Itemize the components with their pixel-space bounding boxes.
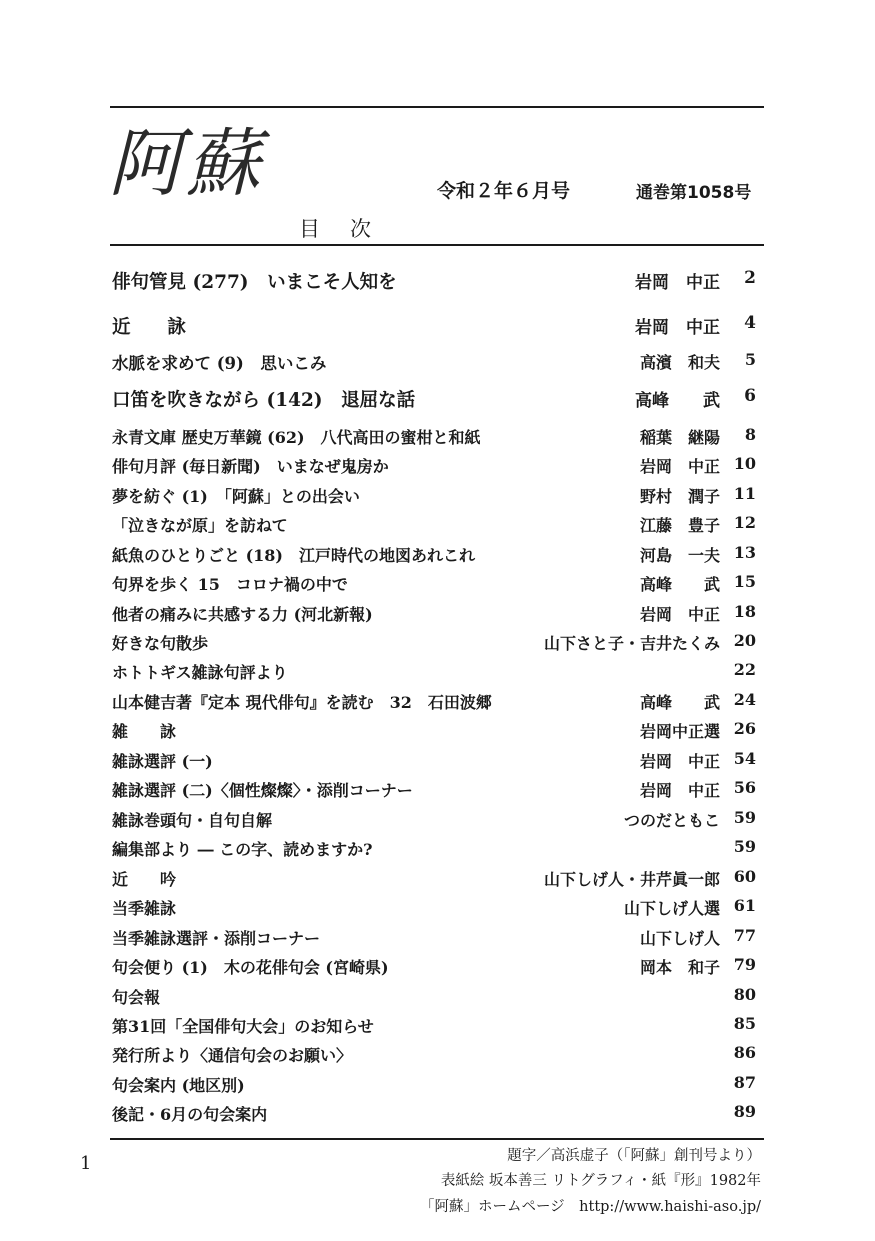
toc-entry-title: 句会便り (1) 木の花俳句会 (宮崎県)	[112, 958, 389, 977]
toc-entry-page: 22	[733, 660, 756, 679]
toc-entry[interactable]	[112, 926, 756, 952]
toc-entry-title: ホトトギス雑詠句評より	[112, 663, 288, 682]
toc-entry-title: 水脈を求めて (9) 思いこみ	[112, 354, 327, 373]
page-number: 1	[80, 1153, 92, 1174]
toc-entry-author: 岩岡 中正	[639, 781, 720, 800]
toc-entry-page: 18	[733, 602, 756, 621]
toc-entry[interactable]	[112, 631, 756, 657]
toc-entry-title: 紙魚のひとりごと (18) 江戸時代の地図あれこれ	[112, 546, 475, 565]
toc-entry-title: 句会報	[112, 988, 161, 1007]
toc-entry-page: 24	[733, 690, 756, 709]
footer-rule	[110, 1138, 764, 1140]
toc-entry[interactable]	[112, 268, 756, 294]
toc-entry-page: 79	[733, 955, 756, 974]
toc-entry-page: 5	[744, 350, 756, 369]
title-calligraphy-credit: 題字／高浜虚子（「阿蘇」創刊号より）	[507, 1148, 761, 1164]
toc-entry-title: 近 詠	[112, 317, 187, 338]
toc-entry-author: 河島 一夫	[639, 546, 720, 565]
toc-entry-title: 当季雑詠	[112, 899, 177, 918]
toc-entry-title: 句会案内 (地区別)	[112, 1076, 245, 1095]
toc-entry[interactable]	[112, 660, 756, 686]
toc-entry-page: 26	[733, 719, 756, 738]
toc-entry-author: 山下しげ人	[639, 929, 720, 948]
toc-entry-author: 高峰 武	[639, 575, 720, 594]
toc-entry-page: 54	[733, 749, 756, 768]
toc-entry-page: 11	[733, 484, 756, 503]
toc-entry[interactable]	[112, 719, 756, 745]
toc-entry-title: 当季雑詠選評・添削コーナー	[112, 929, 321, 948]
toc-entry-title: 雑詠巻頭句・自句自解	[112, 811, 273, 830]
toc-entry-title: 口笛を吹きながら (142) 退屈な話	[112, 390, 416, 411]
top-rule	[110, 106, 764, 108]
toc-entry[interactable]	[112, 1073, 756, 1099]
toc-entry-page: 12	[733, 513, 756, 532]
toc-entry-title: 発行所より〈通信句会のお願い〉	[112, 1046, 353, 1065]
cover-art-credit: 表紙絵 坂本善三 リトグラフィ・紙『形』1982年	[440, 1173, 761, 1189]
toc-entry-title: 第31回「全国俳句大会」のお知らせ	[112, 1017, 374, 1036]
toc-entry-author: 岡本 和子	[639, 958, 720, 977]
toc-entry[interactable]	[112, 837, 756, 863]
toc-entry[interactable]	[112, 808, 756, 834]
toc-entry-author: 稲葉 継陽	[639, 428, 720, 447]
toc-entry-author: 山下さと子・吉井たくみ	[543, 634, 720, 653]
toc-entry-author: つのだともこ	[623, 811, 720, 830]
toc-entry-title: 近 吟	[112, 870, 177, 889]
toc-entry-page: 13	[733, 543, 756, 562]
toc-entry-page: 80	[733, 985, 756, 1004]
toc-entry[interactable]	[112, 543, 756, 569]
toc-entry-author: 高峰 武	[635, 391, 720, 411]
volume-number: 通巻第1058号	[636, 183, 752, 203]
toc-entry[interactable]	[112, 602, 756, 628]
toc-entry-page: 59	[733, 837, 756, 856]
toc-entry-author: 江藤 豊子	[639, 516, 720, 535]
toc-entry-author: 岩岡 中正	[639, 605, 720, 624]
toc-entry-title: 雑詠選評 (二)〈個性燦燦〉・添削コーナー	[112, 781, 413, 800]
toc-entry-title: 永青文庫 歴史万華鏡 (62) 八代高田の蜜柑と和紙	[112, 428, 481, 447]
toc-entry-title: 編集部より ― この字、読めますか?	[112, 840, 373, 859]
toc-entry-title: 後記・6月の句会案内	[112, 1105, 268, 1124]
toc-entry-page: 77	[733, 926, 756, 945]
homepage-link[interactable]: 「阿蘇」ホームページ http://www.haishi-aso.jp/	[419, 1199, 761, 1215]
toc-entry[interactable]	[112, 985, 756, 1011]
toc-entry-page: 10	[733, 454, 756, 473]
toc-entry-page: 15	[733, 572, 756, 591]
toc-entry-author: 岩岡中正選	[639, 722, 720, 741]
toc-entry[interactable]	[112, 386, 756, 412]
toc-entry-author: 山下しげ人選	[623, 899, 720, 918]
toc-entry-author: 高濱 和夫	[639, 353, 720, 372]
toc-entry-title: 好きな句散歩	[112, 634, 209, 653]
magazine-logo: 阿蘇	[108, 121, 264, 207]
toc-entry-page: 56	[733, 778, 756, 797]
toc-entry-title: 俳句管見 (277) いまこそ人知を	[112, 272, 397, 293]
toc-entry-author: 岩岡 中正	[639, 752, 720, 771]
toc-entry-title: 雑 詠	[112, 722, 177, 741]
toc-entry-page: 59	[733, 808, 756, 827]
toc-entry-page: 87	[733, 1073, 756, 1092]
toc-entry-page: 2	[744, 268, 756, 288]
toc-entry-page: 61	[733, 896, 756, 915]
toc-entry-page: 8	[744, 425, 756, 444]
toc-entry-page: 60	[733, 867, 756, 886]
toc-entry[interactable]	[112, 1102, 756, 1128]
toc-entry[interactable]	[112, 955, 756, 981]
toc-entry-author: 岩岡 中正	[635, 318, 720, 338]
toc-entry-page: 85	[733, 1014, 756, 1033]
toc-entry-author: 高峰 武	[639, 693, 720, 712]
toc-entry-page: 89	[733, 1102, 756, 1121]
toc-entry[interactable]	[112, 778, 756, 804]
toc-entry-author: 岩岡 中正	[639, 457, 720, 476]
toc-entry[interactable]	[112, 313, 756, 339]
toc-entry[interactable]	[112, 749, 756, 775]
toc-entry-title: 他者の痛みに共感する力 (河北新報)	[112, 605, 373, 624]
toc-entry[interactable]	[112, 425, 756, 451]
toc-entry[interactable]	[112, 572, 756, 598]
toc-entry[interactable]	[112, 1043, 756, 1069]
toc-entry-title: 雑詠選評 (一)	[112, 752, 213, 771]
toc-entry-author: 野村 潤子	[639, 487, 720, 506]
toc-entry[interactable]	[112, 484, 756, 510]
toc-entry-title: 俳句月評 (毎日新聞) いまなぜ鬼房か	[112, 457, 389, 476]
header-divider	[110, 244, 764, 246]
toc-entry-title: 夢を紡ぐ (1) 「阿蘇」との出会い	[112, 487, 360, 506]
toc-entry-title: 句界を歩く 15 コロナ禍の中で	[112, 575, 348, 594]
toc-entry-author: 岩岡 中正	[635, 273, 720, 293]
toc-entry[interactable]	[112, 690, 756, 716]
toc-entry-page: 4	[744, 313, 756, 333]
toc-entry[interactable]	[112, 513, 756, 539]
issue-date: 令和２年６月号	[437, 180, 571, 202]
toc-entry-author: 山下しげ人・井芹眞一郎	[543, 870, 720, 889]
toc-entry[interactable]	[112, 896, 756, 922]
toc-entry[interactable]	[112, 350, 756, 376]
toc-entry-page: 6	[744, 386, 756, 406]
toc-entry-title: 「泣きなが原」を訪ねて	[112, 516, 288, 535]
toc-entry[interactable]	[112, 454, 756, 480]
toc-heading: 目次	[299, 217, 401, 241]
toc-entry-page: 86	[733, 1043, 756, 1062]
toc-entry[interactable]	[112, 1014, 756, 1040]
toc-entry[interactable]	[112, 867, 756, 893]
toc-entry-page: 20	[733, 631, 756, 650]
toc-entry-title: 山本健吉著『定本 現代俳句』を読む 32 石田波郷	[112, 693, 492, 712]
